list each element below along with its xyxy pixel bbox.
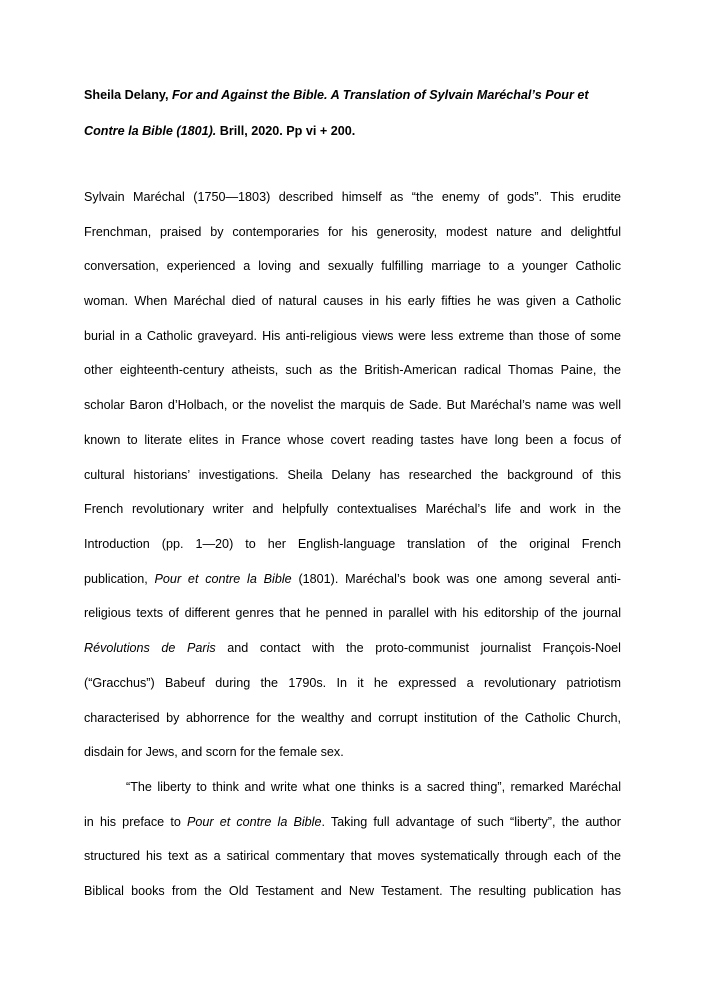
paragraph-1-line-7: scholar Baron d’Holbach, or the novelist the marquis de Sade. But Maréchal’s name was well <box>84 398 621 412</box>
paragraph-1-line-6: other eighteenth-century atheists, such as the British-American radical Thomas Paine, the <box>84 363 621 377</box>
paragraph-2-line-2 <box>84 815 621 829</box>
review-author: Sheila Delany, <box>84 88 172 102</box>
p2-l2-c: . Taking full advantage of such “liberty”, the author <box>321 815 621 829</box>
paragraph-1-line-1: Sylvain Maréchal (1750—1803) described himself as “the enemy of gods”. This erudite <box>84 190 621 204</box>
book-title-pour-et-contre: Pour et contre la Bible <box>154 572 292 586</box>
journal-title-revolutions: Révolutions de Paris <box>84 641 216 655</box>
p1-l12-a: publication, <box>84 572 155 586</box>
p1-l12-c: (1801). Maréchal’s book was one among several anti- <box>291 572 621 586</box>
paragraph-1-line-14 <box>84 641 621 655</box>
book-title-pour-et-contre-2: Pour et contre la Bible <box>186 815 322 829</box>
paragraph-1-line-2: Frenchman, praised by contemporaries for his generosity, modest nature and delightful <box>84 225 621 239</box>
paragraph-1-line-15: (“Gracchus”) Babeuf during the 1790s. In it he expressed a revolutionary patriotism <box>84 676 621 690</box>
review-heading-line-2 <box>84 124 355 138</box>
paragraph-1-line-5: burial in a Catholic graveyard. His anti-religious views were less extreme than those of some <box>84 329 621 343</box>
paragraph-1-line-12 <box>84 572 621 586</box>
review-heading-line-1 <box>84 88 589 102</box>
review-publication-details: Brill, 2020. Pp vi + 200. <box>216 124 356 138</box>
paragraph-1-line-13: religious texts of different genres that he penned in parallel with his editorship of the journal <box>84 606 621 620</box>
p1-l14-b: and contact with the proto-communist journalist François-Noel <box>215 641 621 655</box>
paragraph-1-line-9: cultural historians’ investigations. Sheila Delany has researched the background of this <box>84 468 621 482</box>
paragraph-1-line-8: known to literate elites in France whose covert reading tastes have long been a focus of <box>84 433 621 447</box>
review-book-title-cont: Contre la Bible (1801). <box>84 124 217 138</box>
review-book-title: For and Against the Bible. A Translation of Sylvain Maréchal’s Pour et <box>171 88 589 102</box>
paragraph-1-line-17: disdain for Jews, and scorn for the female sex. <box>84 745 344 759</box>
paragraph-2-line-1: “The liberty to think and write what one thinks is a sacred thing”, remarked Maréchal <box>126 780 621 794</box>
paragraph-2-line-3: structured his text as a satirical commentary that moves systematically through each of the <box>84 849 621 863</box>
paragraph-1-line-11: Introduction (pp. 1—20) to her English-language translation of the original French <box>84 537 621 551</box>
paragraph-2-line-4: Biblical books from the Old Testament and New Testament. The resulting publication has <box>84 884 621 898</box>
paragraph-1-line-4: woman. When Maréchal died of natural causes in his early fifties he was given a Catholic <box>84 294 621 308</box>
paragraph-1-line-3: conversation, experienced a loving and sexually fulfilling marriage to a younger Catholic <box>84 259 621 273</box>
paragraph-1-line-10: French revolutionary writer and helpfully contextualises Maréchal’s life and work in the <box>84 502 621 516</box>
p2-l2-a: in his preface to <box>84 815 187 829</box>
paragraph-1-line-16: characterised by abhorrence for the wealthy and corrupt institution of the Catholic Church, <box>84 711 621 725</box>
